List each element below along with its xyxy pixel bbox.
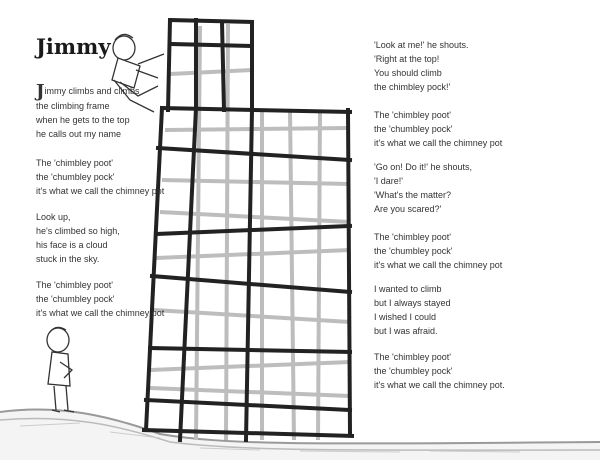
- poem-line: [36, 81, 156, 102]
- poem-line: 'Go on! Do it!' he shouts,: [374, 162, 472, 172]
- poem-line: the chimbley pock!': [374, 82, 451, 92]
- poem-line: The 'chimbley poot': [374, 352, 451, 362]
- poem-line: the climbing frame: [36, 101, 110, 111]
- poem-line: Look up,: [36, 212, 71, 222]
- stanza-9: [374, 282, 584, 338]
- poem-line: 'I dare!': [374, 176, 403, 186]
- poem-line: I wished I could: [374, 312, 437, 322]
- poem-line: The 'chimbley poot': [36, 158, 113, 168]
- stanza-7: [374, 160, 584, 216]
- line-rest: immy climbs and climbs: [44, 86, 140, 96]
- poem-line: The 'chimbley poot': [374, 232, 451, 242]
- drop-cap: J: [36, 81, 45, 102]
- stanza-8: [374, 230, 584, 272]
- poem-line: but I was afraid.: [374, 326, 438, 336]
- poem-title: Jimmy: [36, 34, 111, 59]
- poem-line: 'Right at the top!: [374, 54, 440, 64]
- poem-line: Are you scared?': [374, 204, 442, 214]
- stanza-4: [36, 278, 165, 320]
- stanza-5: [374, 38, 584, 94]
- stanza-10: [374, 350, 584, 392]
- boy-figure: [47, 327, 74, 412]
- poem-line: the 'chumbley pock': [36, 294, 115, 304]
- poem-line: it's what we call the chimney pot: [374, 260, 503, 270]
- poem-line: the 'chumbley pock': [374, 124, 453, 134]
- poem-line: The 'chimbley poot': [374, 110, 451, 120]
- poem-line: he's climbed so high,: [36, 226, 120, 236]
- poem-line: The 'chimbley poot': [36, 280, 113, 290]
- poem-line: You should climb: [374, 68, 442, 78]
- poem-line: 'What's the matter?: [374, 190, 451, 200]
- poem-line: he calls out my name: [36, 129, 122, 139]
- stanza-2: [36, 156, 165, 198]
- poem-line: I wanted to climb: [374, 284, 442, 294]
- poem-line: the 'chumbley pock': [36, 172, 115, 182]
- poem-line: it's what we call the chimney pot.: [374, 380, 505, 390]
- poem-line: the 'chumbley pock': [374, 246, 453, 256]
- stanza-1: [36, 81, 156, 141]
- poem-line: it's what we call the chimney pot: [36, 186, 165, 196]
- poem-line: 'Look at me!' he shouts.: [374, 40, 469, 50]
- stanza-3: [36, 210, 156, 266]
- stanza-6: [374, 108, 584, 150]
- poem-line: the 'chumbley pock': [374, 366, 453, 376]
- poem-line: but I always stayed: [374, 298, 451, 308]
- poem-line: stuck in the sky.: [36, 254, 100, 264]
- poem-line: it's what we call the chimney pot: [36, 308, 165, 318]
- poem-line: when he gets to the top: [36, 115, 130, 125]
- poem-line: it's what we call the chimney pot: [374, 138, 503, 148]
- poem-line: his face is a cloud: [36, 240, 108, 250]
